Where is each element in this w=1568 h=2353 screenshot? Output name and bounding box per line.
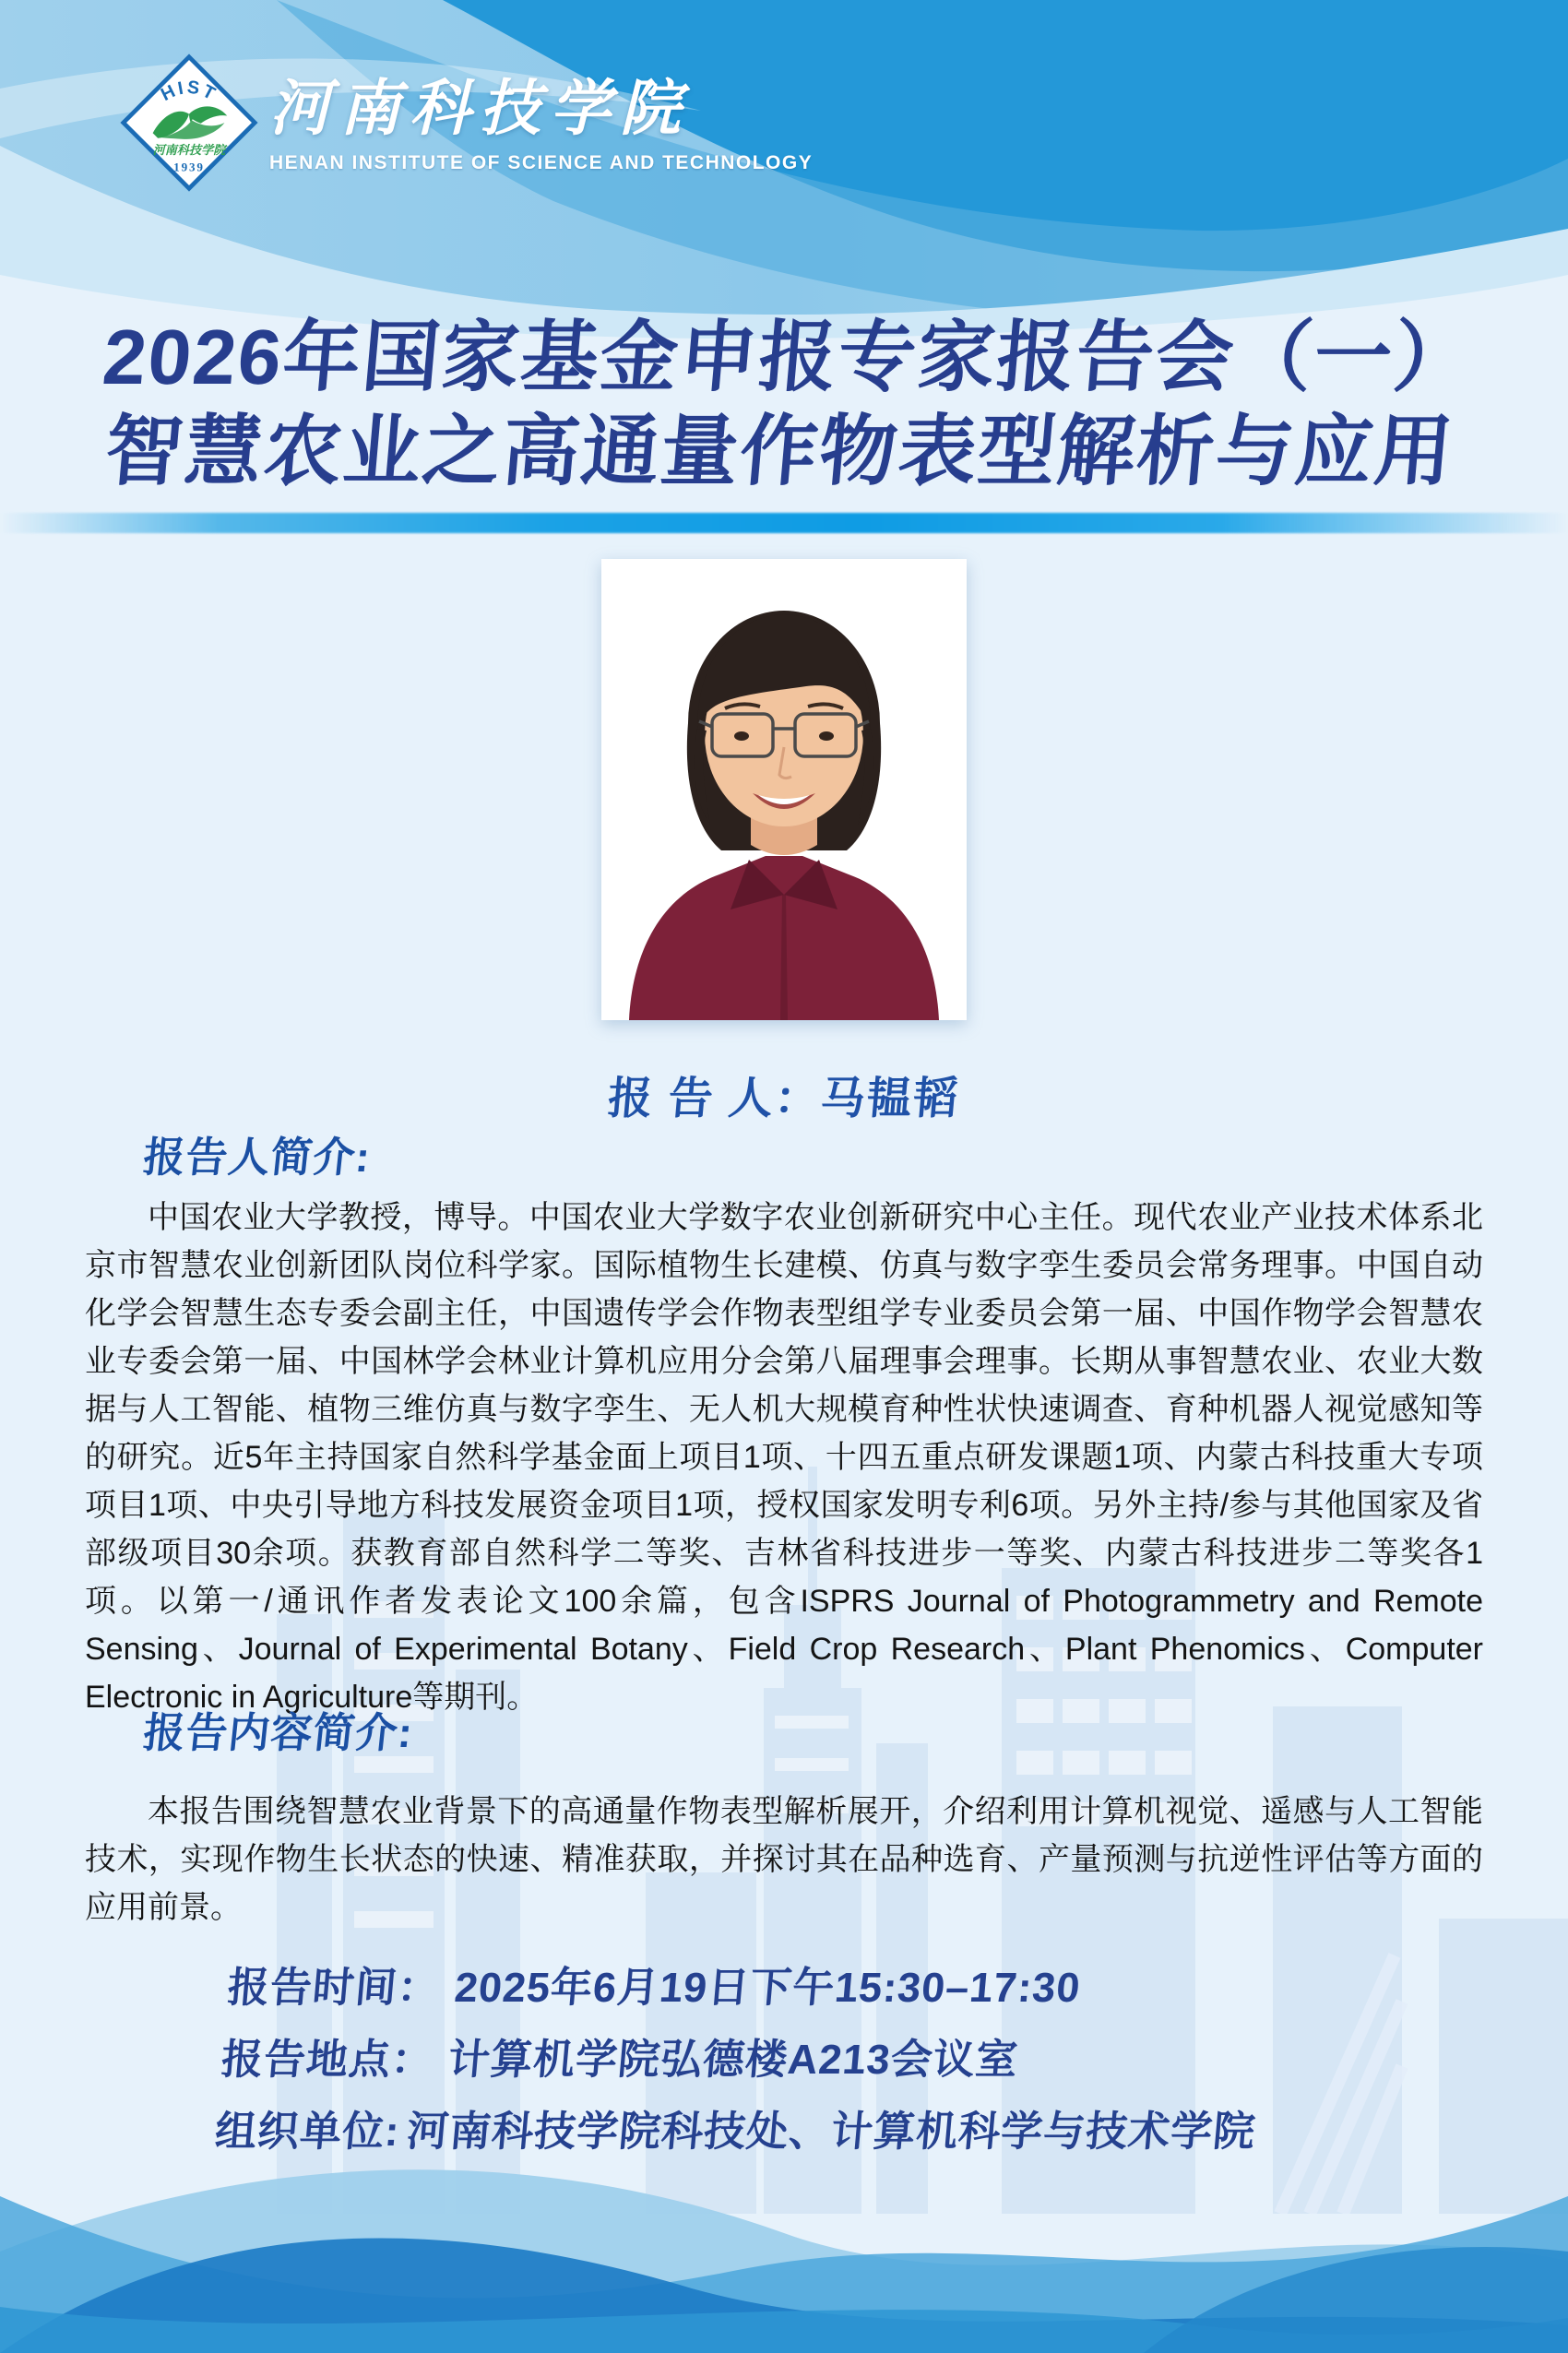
event-time-label: 报告时间： [225, 1964, 443, 2011]
event-organizer-line [212, 2097, 1259, 2169]
logo-seal-text: 河南科技学院 [152, 142, 226, 157]
school-logo-emblem [120, 53, 258, 192]
event-place-value: 计算机学院弘德楼A213会议室 [446, 2036, 1021, 2083]
event-place-line [219, 2026, 1265, 2097]
speaker-portrait-illustration [601, 559, 967, 1020]
event-time-line [224, 1954, 1271, 2026]
poster-title [0, 310, 1568, 498]
school-name-en: HENAN INSTITUTE OF SCIENCE AND TECHNOLOGY [269, 152, 814, 173]
poster-title-line1: 2026年国家基金申报专家报告会（一） [99, 314, 1478, 400]
content-text: 本报告围绕智慧农业背景下的高通量作物表型解析展开，介绍利用计算机视觉、遥感与人工智能技术，实现作物生长状态的快速、精准获取，并探讨其在品种选育、产量预测与抗逆性评估等方面的应用前景。 [85, 1794, 1483, 1925]
poster-title-line2: 智慧农业之高通量作物表型解析与应用 [101, 408, 1458, 494]
speaker-name: 报 告 人：马韫韬 [605, 1075, 962, 1123]
event-info-block [212, 1954, 1271, 2169]
event-time-value: 2025年6月19日下午15:30–17:30 [452, 1964, 1083, 2011]
bio-heading: 报告人简介: [140, 1134, 374, 1181]
title-divider [0, 513, 1568, 533]
bio-text: 中国农业大学教授，博导。中国农业大学数字农业创新研究中心主任。现代农业产业技术体系北京市智慧农业创新团队岗位科学家。国际植物生长建模、仿真与数字孪生委员会常务理事。中国自动化学会智慧生态专委会副主任，中国遗传学会作物表型组学专业委员会第一届、中国作物学会智慧农业专委会第一届、中国林学会林业计算机应用分会第八届理事会理事。长期从事智慧农业、农业大数据与人工智能、植物三维仿真与数字孪生、无人机大规模育种性状快速调查、育种机器人视觉感知等的研究。近5年主持国家自然科学基金面上项目1项、十四五重点研发课题1项、内蒙古科技重大专项项目1项、中央引导地方科技发展资金项目1项，授权国家发明专利6项。另外主持/参与其他国家及省部级项目30余项。获教育部自然科学二等奖、吉林省科技进步一等奖、内蒙古科技进步二等奖各1项。以第一/通讯作者发表论文100余篇，包含ISPRS Journal of Photogrammetry and Remote Sensing、Journal of Experimental Botany、Field Crop Research、Plant Phenomics、Computer Electronic in Agriculture等期刊。 [85, 1200, 1483, 1715]
school-name-cn: 河南科技学院 [269, 74, 690, 142]
header-banner [0, 0, 1568, 362]
event-organizer-label: 组织单位: [213, 2108, 402, 2155]
speaker-photo [601, 559, 967, 1020]
school-logo [120, 53, 258, 192]
logo-abbr: HIST [157, 77, 221, 106]
content-heading: 报告内容简介: [140, 1709, 416, 1756]
logo-year: 1939 [173, 160, 205, 174]
event-place-label: 报告地点： [219, 2036, 436, 2083]
event-organizer-value: 河南科技学院科技处、计算机科学与技术学院 [405, 2108, 1258, 2155]
school-names [269, 59, 813, 174]
